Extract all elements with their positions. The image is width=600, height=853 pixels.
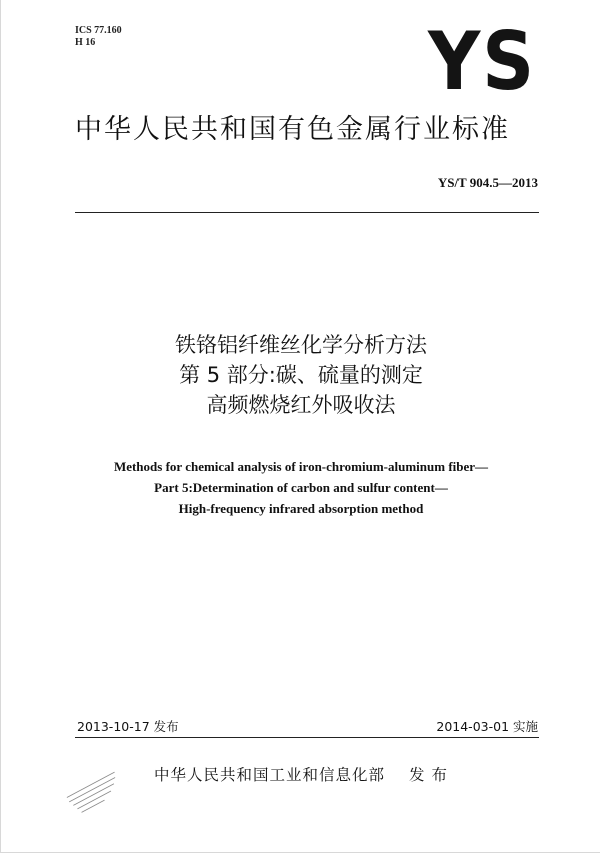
issuer-name: 中华人民共和国工业和信息化部 <box>154 766 386 784</box>
top-divider <box>75 212 539 213</box>
chinese-title-line-3: 高频燃烧红外吸收法 <box>206 393 396 417</box>
english-title-line-1: Methods for chemical analysis of iron-chromium-aluminum fiber— <box>113 459 489 474</box>
standard-category-title: 中华人民共和国有色金属行业标准 <box>75 114 510 145</box>
english-title-line-3: High-frequency infrared absorption method <box>178 501 424 516</box>
english-title <box>1 456 600 519</box>
ccs-code: H 16 <box>75 37 96 48</box>
issue-date: 2013-10-17 发布 <box>77 719 179 734</box>
chinese-title <box>1 330 600 420</box>
chinese-title-line-2: 第 5 部分:碳、硫量的测定 <box>179 363 423 387</box>
standard-code: YS/T 904.5—2013 <box>437 175 538 190</box>
chinese-title-line-1: 铁铬铝纤维丝化学分析方法 <box>175 333 427 357</box>
issuer-action: 发 布 <box>409 766 448 784</box>
classification-codes <box>75 25 122 49</box>
bottom-divider <box>75 737 539 738</box>
ys-logo-text: YS <box>427 25 536 95</box>
implementation-date: 2014-03-01 实施 <box>436 719 538 734</box>
english-title-line-2: Part 5:Determination of carbon and sulfur content— <box>154 480 448 495</box>
ics-code: ICS 77.160 <box>75 25 122 36</box>
ys-logo <box>426 25 538 95</box>
issuing-authority <box>1 763 600 785</box>
